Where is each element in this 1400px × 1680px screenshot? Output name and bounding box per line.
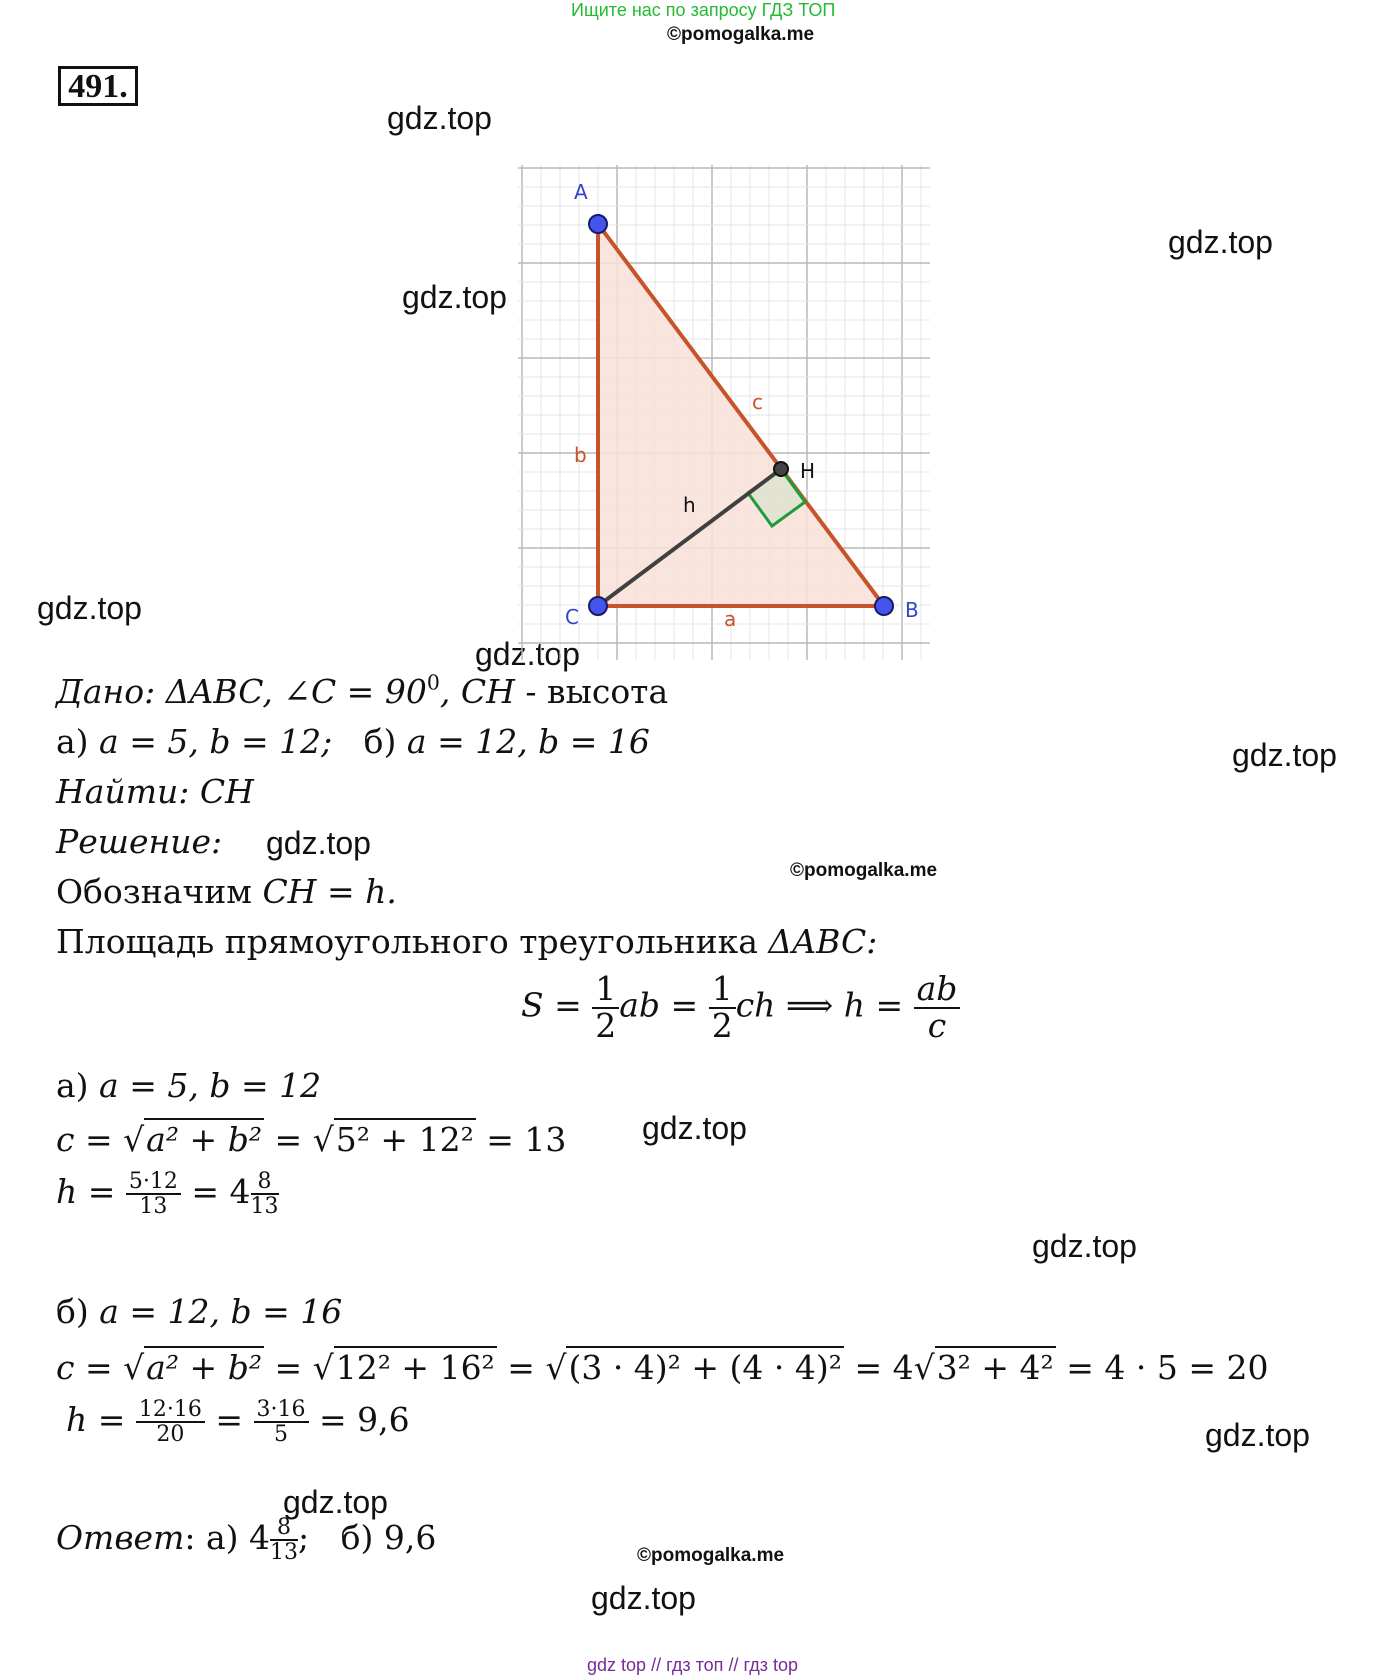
part-b-c-root-1: a² + b² bbox=[146, 1348, 263, 1387]
case-b-math: a = 12, b = 16 bbox=[406, 722, 650, 761]
answer-a: : а) 4 bbox=[184, 1518, 271, 1558]
label-vertex-b: B bbox=[905, 598, 919, 622]
part-a-c-root-1: a² + b² bbox=[146, 1120, 263, 1159]
cases-line bbox=[56, 722, 650, 761]
part-b-h-result: = 9,6 bbox=[308, 1400, 410, 1440]
vertex-c-point bbox=[589, 597, 607, 615]
part-b-c-line: c = √a² + b² = √12² + 16² = √(3 · 4)² + (4 · 4)² = 4√3² + 4² = 4 · 5 = 20 bbox=[56, 1348, 1269, 1387]
find-body: : CH bbox=[178, 772, 254, 811]
part-a-c-lhs: c = bbox=[56, 1120, 124, 1159]
given-ch: , CH bbox=[439, 672, 515, 711]
case-a-math: a = 5, b = 12; bbox=[99, 722, 333, 761]
part-a-h-mixed bbox=[251, 1170, 279, 1218]
part-a-prefix: а) bbox=[56, 1066, 100, 1105]
part-a-c-line: c = √a² + b² = √5² + 12² = 13 bbox=[56, 1120, 567, 1159]
part-b-c-root-2: 12² + 16² bbox=[335, 1348, 495, 1387]
formula-ab: ab = bbox=[619, 985, 709, 1025]
formula-half-1-den: 2 bbox=[595, 1005, 617, 1045]
part-b-math: a = 12, b = 16 bbox=[99, 1292, 343, 1331]
part-a-h-den: 13 bbox=[139, 1194, 168, 1220]
part-b-h-frac-1 bbox=[136, 1398, 205, 1446]
formula-s: S = bbox=[521, 985, 593, 1025]
footer-separator-2: // bbox=[728, 1655, 739, 1675]
given-body: : ΔABC, ∠C = 90 bbox=[144, 672, 427, 711]
label-side-a: a bbox=[724, 607, 737, 631]
solution-heading bbox=[56, 822, 222, 861]
formula-h-num: ab bbox=[914, 972, 961, 1009]
part-b-h-lhs: h = bbox=[66, 1400, 136, 1440]
problem-number: 491. bbox=[58, 66, 138, 106]
part-b-c-eq-2: = bbox=[496, 1348, 546, 1387]
watermark-6: gdz.top bbox=[1232, 737, 1337, 773]
watermark-12: gdz.top bbox=[591, 1580, 696, 1616]
answer-a-num: 8 bbox=[270, 1516, 298, 1541]
formula-ch: ch ⟹ h = bbox=[735, 985, 914, 1025]
copyright-bottom: ©pomogalka.me bbox=[637, 1545, 785, 1566]
watermark-5: gdz.top bbox=[475, 636, 580, 672]
watermark-10: gdz.top bbox=[1205, 1417, 1310, 1453]
denote-math: CH = h. bbox=[262, 872, 397, 911]
label-vertex-h: H bbox=[800, 459, 816, 483]
area-formula bbox=[521, 969, 960, 1045]
answer-label: Ответ bbox=[56, 1518, 185, 1558]
label-height-h: h bbox=[683, 493, 696, 517]
watermark-11: gdz.top bbox=[283, 1484, 388, 1520]
part-b-c-lhs: c = bbox=[56, 1348, 124, 1387]
vertex-a-point bbox=[589, 215, 607, 233]
solution-label: Решение bbox=[56, 822, 212, 861]
part-a-h-frac bbox=[126, 1170, 181, 1218]
formula-h-frac bbox=[914, 969, 961, 1045]
formula-half-2-den: 2 bbox=[711, 1005, 733, 1045]
formula-half-1-num: 1 bbox=[592, 972, 619, 1009]
find-label: Найти bbox=[56, 772, 179, 811]
solution-colon: : bbox=[211, 822, 223, 861]
part-a-h-lhs: h = bbox=[56, 1172, 126, 1212]
formula-half-2-num: 1 bbox=[709, 972, 736, 1009]
vertex-b-point bbox=[875, 597, 893, 615]
part-a-h-mixed-den: 13 bbox=[250, 1194, 279, 1220]
formula-half-2 bbox=[709, 969, 736, 1045]
watermark-3: gdz.top bbox=[402, 279, 507, 315]
formula-h-den: c bbox=[927, 1005, 947, 1045]
copyright-top: ©pomogalka.me bbox=[667, 24, 815, 45]
part-a-h-mixed-num: 8 bbox=[251, 1170, 279, 1195]
given-text: - высота bbox=[514, 672, 669, 711]
denote-text: Обозначим bbox=[56, 872, 263, 911]
label-vertex-c: C bbox=[565, 605, 579, 629]
given-degree: 0 bbox=[426, 670, 440, 695]
area-line bbox=[56, 922, 877, 961]
part-b-h-num-1: 12·16 bbox=[136, 1398, 205, 1423]
footer-links bbox=[587, 1655, 798, 1676]
part-b-h-eq-1: = bbox=[204, 1400, 254, 1440]
part-a-h-eq: = 4 bbox=[180, 1172, 251, 1212]
answer-a-frac bbox=[270, 1516, 298, 1564]
case-a-prefix: а) bbox=[56, 722, 100, 761]
given-line bbox=[56, 672, 668, 711]
label-side-c: c bbox=[752, 390, 763, 414]
triangle-figure bbox=[0, 0, 1400, 700]
part-a-c-eq-1: = bbox=[264, 1120, 313, 1159]
footer-link-gdz-top-mixed[interactable]: гдз top bbox=[743, 1655, 799, 1675]
part-b-prefix: б) bbox=[56, 1292, 100, 1331]
footer-link-gdz-top[interactable]: gdz top bbox=[587, 1655, 647, 1675]
label-side-b: b bbox=[574, 443, 587, 467]
formula-half-1 bbox=[592, 969, 619, 1045]
watermark-4: gdz.top bbox=[37, 590, 142, 626]
part-b-c-eq-3: = 4 bbox=[843, 1348, 914, 1387]
part-b-h-line bbox=[66, 1398, 410, 1446]
given-label: Дано bbox=[56, 672, 145, 711]
search-hint: Ищите нас по запросу ГДЗ ТОП bbox=[571, 0, 836, 20]
answer-b: б) 9,6 bbox=[309, 1518, 437, 1558]
part-a-h-num: 5·12 bbox=[126, 1170, 181, 1195]
footer-link-gdz-top-ru[interactable]: гдз топ bbox=[666, 1655, 724, 1675]
part-b-c-eq-1: = bbox=[264, 1348, 313, 1387]
part-b-c-result: = 4 · 5 = 20 bbox=[1055, 1348, 1269, 1387]
part-b-c-root-3: (3 · 4)² + (4 · 4)² bbox=[568, 1348, 842, 1387]
answer-line bbox=[56, 1516, 436, 1564]
part-b-h-den-1: 20 bbox=[156, 1422, 185, 1448]
part-a-header bbox=[56, 1066, 321, 1105]
part-b-h-frac-2 bbox=[254, 1398, 309, 1446]
watermark-9: gdz.top bbox=[1032, 1228, 1137, 1264]
watermark-8: gdz.top bbox=[642, 1110, 747, 1146]
vertex-h-point bbox=[774, 462, 788, 476]
footer-separator-1: // bbox=[651, 1655, 662, 1675]
find-line bbox=[56, 772, 254, 811]
answer-sep: ; bbox=[298, 1518, 310, 1558]
part-b-c-root-4: 3² + 4² bbox=[936, 1348, 1054, 1387]
watermark-1: gdz.top bbox=[387, 100, 492, 136]
denote-line bbox=[56, 872, 397, 911]
part-b-header bbox=[56, 1292, 342, 1331]
case-b-prefix: б) bbox=[332, 722, 407, 761]
part-a-math: a = 5, b = 12 bbox=[99, 1066, 322, 1105]
copyright-mid: ©pomogalka.me bbox=[790, 860, 938, 881]
part-b-h-num-2: 3·16 bbox=[254, 1398, 309, 1423]
watermark-7: gdz.top bbox=[266, 825, 371, 861]
part-a-c-result: = 13 bbox=[475, 1120, 567, 1159]
watermark-2: gdz.top bbox=[1168, 224, 1273, 260]
part-a-c-root-2: 5² + 12² bbox=[335, 1120, 474, 1159]
label-vertex-a: A bbox=[574, 180, 588, 204]
part-b-h-den-2: 5 bbox=[274, 1422, 288, 1448]
part-a-h-line bbox=[56, 1170, 279, 1218]
answer-a-den: 13 bbox=[270, 1540, 299, 1566]
area-math: ΔABC: bbox=[768, 922, 878, 961]
area-text: Площадь прямоугольного треугольника bbox=[56, 922, 769, 961]
